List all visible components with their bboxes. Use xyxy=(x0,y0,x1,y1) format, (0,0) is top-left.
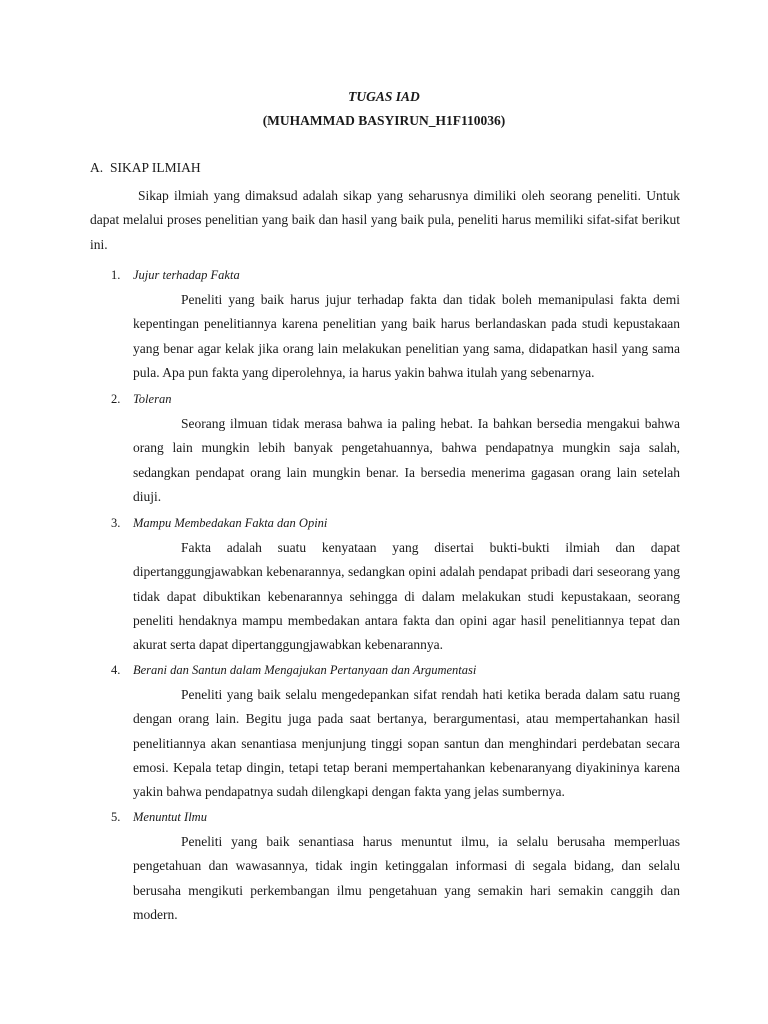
list-item-heading-text: Berani dan Santun dalam Mengajukan Pertanyaan dan Argumentasi xyxy=(133,663,477,677)
list-item-number: 5. xyxy=(111,810,121,824)
list-item-heading xyxy=(111,663,476,678)
section-letter: A. xyxy=(90,160,104,175)
list-item-body xyxy=(133,830,680,927)
section-heading-text: SIKAP ILMIAH xyxy=(110,160,201,175)
section-intro xyxy=(90,184,680,257)
list-item-number: 1. xyxy=(111,268,121,282)
list-item-body xyxy=(133,288,680,385)
list-item-body xyxy=(133,412,680,509)
list-item-number: 3. xyxy=(111,516,121,530)
list-item-heading xyxy=(111,810,207,825)
list-item-heading-text: Toleran xyxy=(133,392,172,406)
section-heading xyxy=(90,160,201,176)
list-item-number: 2. xyxy=(111,392,121,406)
list-item-heading-text: Menuntut Ilmu xyxy=(133,810,207,824)
list-item-heading-text: Jujur terhadap Fakta xyxy=(133,268,240,282)
list-item-body-text: Fakta adalah suatu kenyataan yang disertai bukti-bukti ilmiah dan dapat dipertanggungjawabkan kebenarannya, sedangkan opini adalah pendapat pribadi dari seseorang yang tidak dapat dibuktikan kebenarannya sehingga di dalam melakukan studi kepustakaan, seorang peneliti hendaknya mampu membedakan antara fakta dan opini agar hasil penelitiannya tepat dan akurat serta dapat dipertanggungjawabkan kebenarannya. xyxy=(133,540,680,653)
list-item-body-text: Seorang ilmuan tidak merasa bahwa ia paling hebat. Ia bahkan bersedia mengakui bahwa orang lain mungkin lebih banyak pengetahuannya, bahwa pendapatnya mungkin saja salah, sedangkan pendapat orang lain mungkin benar. Ia bersedia menerima gagasan orang lain setelah diuji. xyxy=(133,416,680,504)
list-item-body-text: Peneliti yang baik selalu mengedepankan sifat rendah hati ketika berada dalam satu ruang dengan orang lain. Begitu juga pada saat bertanya, berargumentasi, atau mempertahankan hasil penelitiannya akan senantiasa menjunjung tinggi sopan santun dan menghindari perdebatan secara emosi. Kepala tetap dingin, tetapi tetap berani mempertahankan kebenaranyang diyakininya karena yakin bahwa pendapatnya sudah dilengkapi dengan fakta yang jelas sumbernya. xyxy=(133,687,680,800)
list-item-heading xyxy=(111,392,171,407)
document-title: TUGAS IAD xyxy=(348,89,420,104)
list-item-heading xyxy=(111,268,240,283)
list-item-body xyxy=(133,536,680,657)
list-item-body xyxy=(133,683,680,804)
list-item-body-text: Peneliti yang baik harus jujur terhadap fakta dan tidak boleh memanipulasi fakta demi kepentingan penelitiannya karena penelitian yang baik harus berlandaskan pada studi kepustakaan yang benar agar kelak jika orang lain melakukan penelitian yang sama, didapatkan hasil yang sama pula. Apa pun fakta yang diperolehnya, ia harus yakin bahwa itulah yang sebenarnya. xyxy=(133,292,680,380)
list-item-number: 4. xyxy=(111,663,121,677)
list-item-heading xyxy=(111,516,327,531)
list-item-body-text: Peneliti yang baik senantiasa harus menuntut ilmu, ia selalu berusaha memperluas pengetahuan dan wawasannya, tidak ingin ketinggalan informasi di segala bidang, dan selalu berusaha mengikuti perkembangan ilmu pengetahuan yang semakin hari semakin canggih dan modern. xyxy=(133,834,680,922)
section-intro-text: Sikap ilmiah yang dimaksud adalah sikap yang seharusnya dimiliki oleh seorang peneliti. Untuk dapat melalui proses penelitian yang baik dan hasil yang baik pula, peneliti harus memiliki sifat-sifat berikut ini. xyxy=(90,188,680,252)
document-subtitle: (MUHAMMAD BASYIRUN_H1F110036) xyxy=(262,113,506,128)
list-item-heading-text: Mampu Membedakan Fakta dan Opini xyxy=(133,516,328,530)
